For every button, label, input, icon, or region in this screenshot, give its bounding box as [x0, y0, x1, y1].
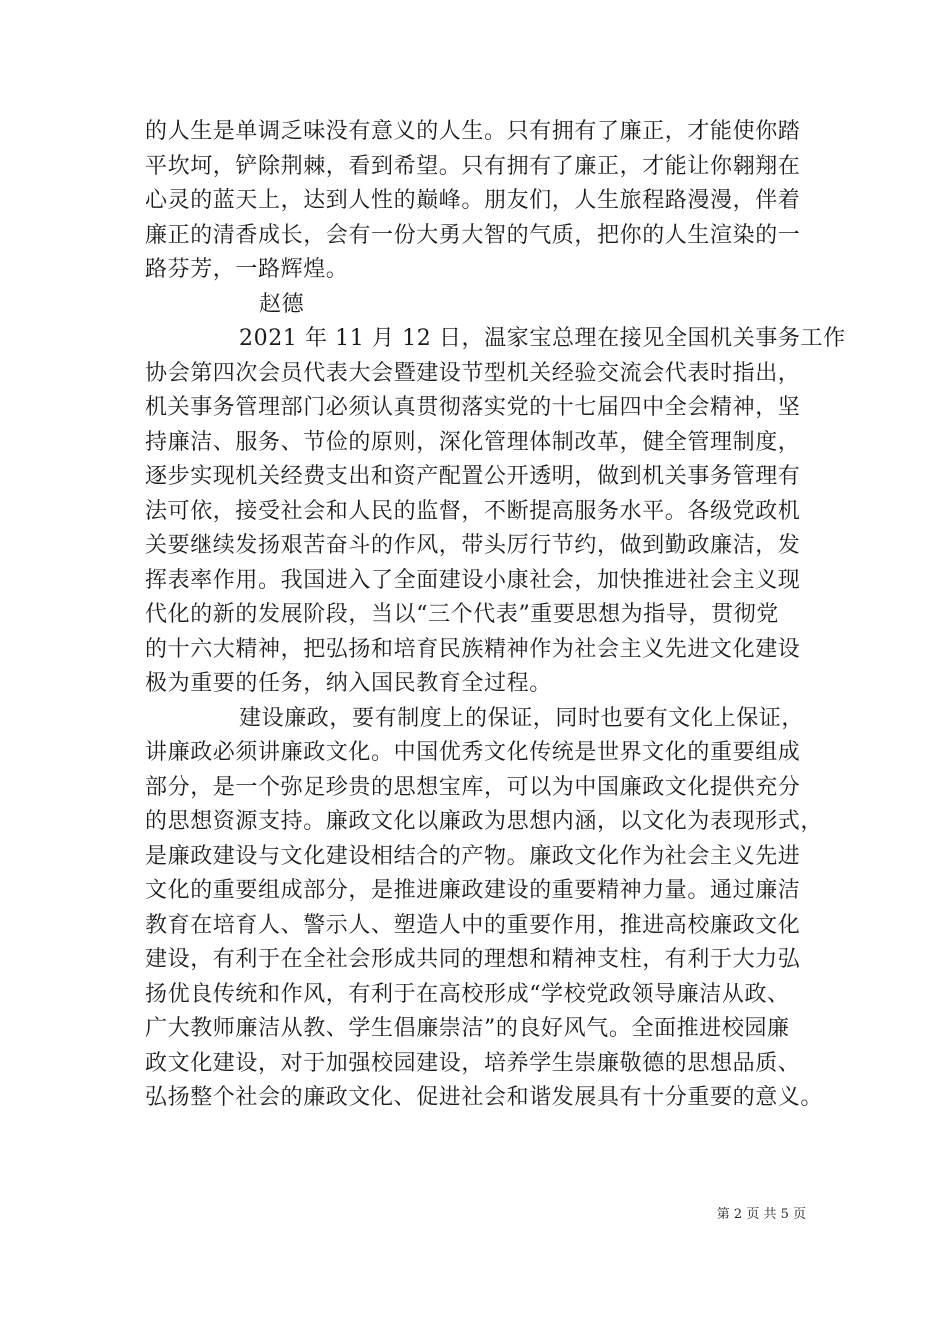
page-number: 第 2 页 共 5 页: [716, 1207, 806, 1222]
text-line: 教育在培育人、警示人、塑造人中的重要作用，推进高校廉政文化: [145, 912, 801, 938]
text-line: 关要继续发扬艰苦奋斗的作风，带头厉行节约，做到勤政廉洁，发: [145, 533, 801, 558]
text-line: 政文化建设，对于加强校园建设，培养学生崇廉敬德的思想品质、: [145, 1050, 801, 1076]
text-line: 的人生是单调乏味没有意义的人生。只有拥有了廉正，才能使你踏: [145, 119, 801, 144]
text-line: 的思想资源支持。廉政文化以廉政为思想内涵，以文化为表现形式，: [145, 809, 824, 834]
document-body: [145, 115, 846, 1116]
text-line: 逐步实现机关经费支出和资产配置公开透明，做到机关事务管理有: [145, 464, 801, 489]
text-line: 挥表率作用。我国进入了全面建设小康社会，加快推进社会主义现: [145, 567, 801, 593]
text-line: 法可依，接受社会和人民的监督，不断提高服务水平。各级党政机: [145, 498, 801, 524]
text-line: 代化的新的发展阶段，当以“三个代表”重要思想为指导，贯彻党: [145, 602, 779, 627]
paragraph-speech: [145, 322, 846, 702]
text-line: 持廉洁、服务、节俭的原则，深化管理体制改革，健全管理制度，: [145, 429, 801, 455]
text-line: 扬优良传统和作风，有利于在高校形成“学校党政领导廉洁从政、: [145, 981, 790, 1007]
text-line: 心灵的蓝天上，达到人性的巅峰。朋友们，人生旅程路漫漫，伴着: [145, 188, 801, 213]
paragraph-closing: [145, 115, 817, 288]
text-line: 讲廉政必须讲廉政文化。中国优秀文化传统是世界文化的重要组成: [145, 740, 801, 765]
paragraph-culture: [145, 702, 824, 1116]
text-line: 极为重要的任务，纳入国民教育全过程。: [145, 671, 552, 696]
text-line: 平坎坷，铲除荆棘，看到希望。只有拥有了廉正，才能让你翱翔在: [145, 153, 801, 179]
text-line: 协会第四次会员代表大会暨建设节型机关经验交流会代表时指出，: [145, 360, 801, 386]
text-line: 机关事务管理部门必须认真贯彻落实党的十七届四中全会精神，坚: [145, 395, 801, 420]
text-line: 文化的重要组成部分，是推进廉政建设的重要精神力量。通过廉洁: [145, 878, 801, 903]
text-line: 部分，是一个弥足珍贵的思想宝库，可以为中国廉政文化提供充分: [145, 774, 801, 800]
text-line: 广大教师廉洁从教、学生倡廉崇洁”的良好风气。全面推进校园廉: [145, 1016, 790, 1041]
text-line: 建设，有利于在全社会形成共同的理想和精神支柱，有利于大力弘: [145, 947, 801, 972]
text-line: 的十六大精神，把弘扬和培育民族精神作为社会主义先进文化建设: [145, 636, 801, 662]
text-line: 2021 年 11 月 12 日，温家宝总理在接见全国机关事务工作: [239, 326, 846, 351]
text-line: 路芬芳，一路辉煌。: [145, 257, 349, 282]
author-name: 赵德: [259, 291, 305, 317]
text-line: 弘扬整个社会的廉政文化、促进社会和谐发展具有十分重要的意义。: [145, 1085, 824, 1110]
text-line: 廉正的清香成长，会有一份大勇大智的气质，把你的人生渲染的一: [145, 222, 801, 248]
text-line: 建设廉政，要有制度上的保证，同时也要有文化上保证，: [239, 705, 805, 731]
text-line: 是廉政建设与文化建设相结合的产物。廉政文化作为社会主义先进: [145, 843, 801, 869]
